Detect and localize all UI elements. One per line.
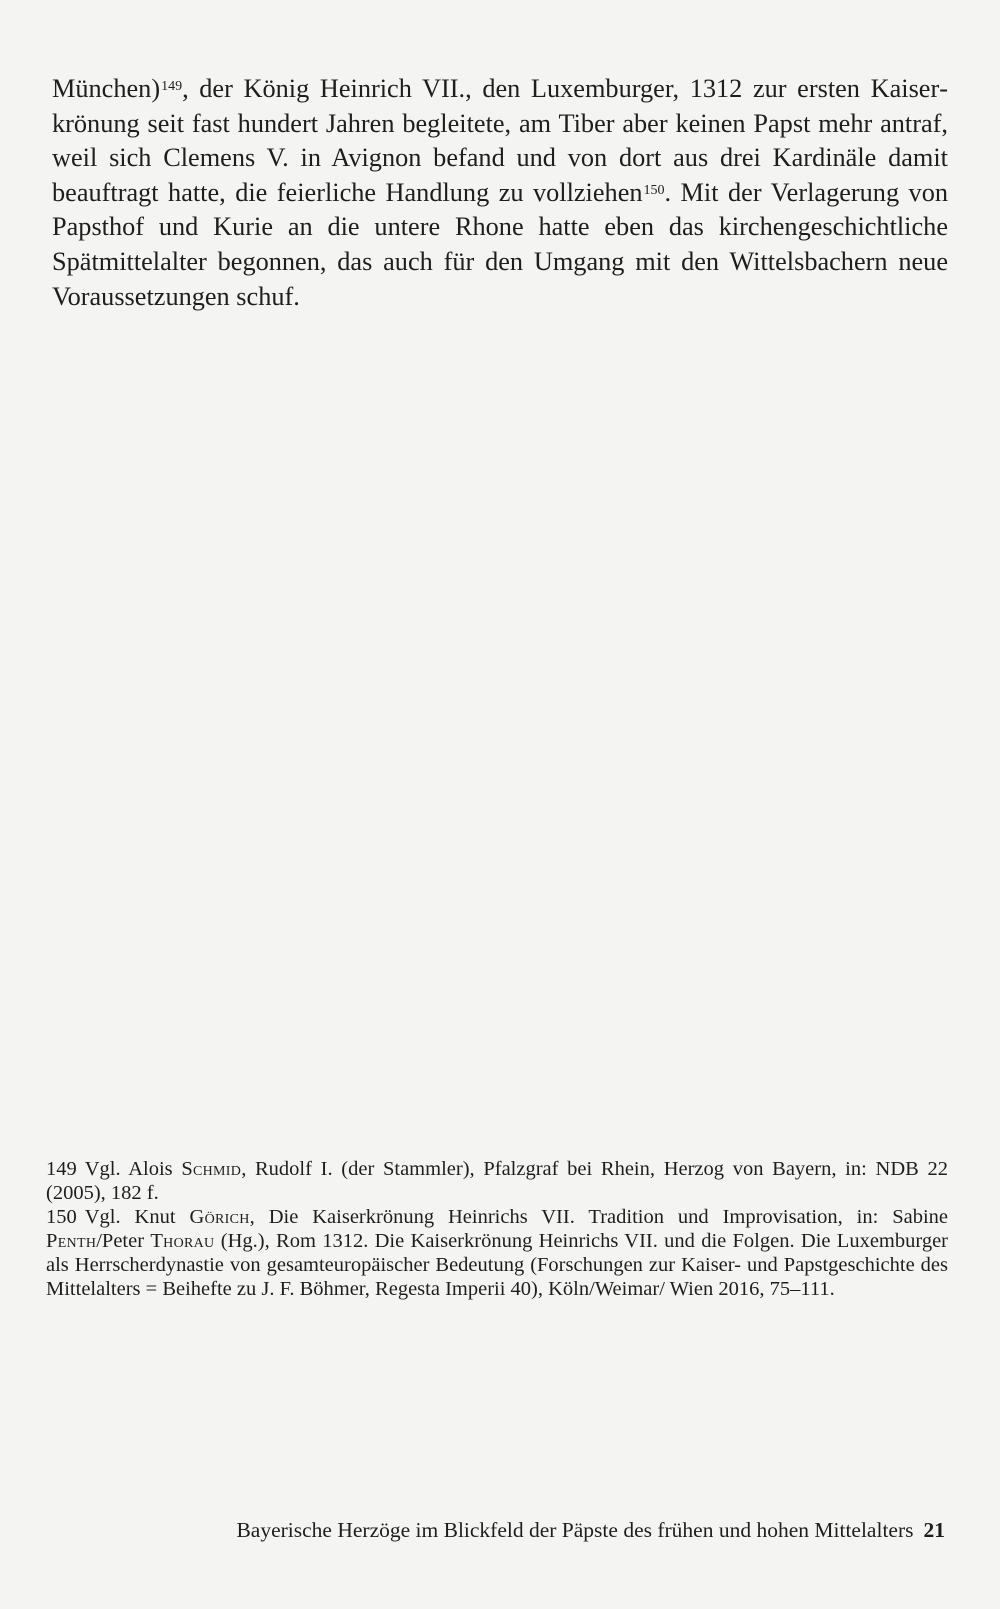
footnote-text: , Rudolf I. (der Stammler), Pfalzgraf bei Rhein, Herzog von Bayern, in: NDB 22 (2005), 182 f. [46,1158,948,1204]
main-text-segment: , der König Heinrich VII., den Luxemburger, 1312 zur ersten Kaiserkrönung seit fast hundert Jahren begleitete, am Tiber aber keinen Papst mehr antraf, weil sich Clemens V. in Avignon befand und von dort aus drei Kardinäle damit beauftragt hatte, die feierliche Handlung zu vollziehen [52,74,948,207]
author-name: Schmid [181,1158,242,1180]
footnote-text: /Peter [96,1230,151,1253]
footnote-text: Vgl. Knut [84,1206,190,1229]
main-paragraph [52,72,948,314]
running-footer [200,1517,945,1543]
footnote-number: 150 [46,1206,77,1229]
footnote-149 [46,1158,948,1205]
footnote-text: Vgl. Alois [84,1158,182,1180]
footnote-reference[interactable]: 150 [643,182,665,198]
running-title: Bayerische Herzöge im Blickfeld der Päpste des frühen und hohen Mittelalters [236,1518,914,1542]
footnote-text: (Hg.), Rom 1312. Die Kaiserkrönung Heinrichs VII. und die Folgen. Die Luxemburger als Herrscherdynastie von gesamteuropäischer Bedeutung (Forschungen zur Kaiser- und Papstgeschichte des Mittelalters = Beihefte zu J. F. Böhmer, Regesta Imperii 40), Köln/Weimar/ Wien 2016, 75–111. [46,1230,948,1300]
author-name: Görich [189,1206,250,1229]
footnote-text: , Die Kaiserkrönung Heinrichs VII. Tradition und Improvisation, in: Sabine [249,1206,948,1229]
editor-name: Penth [46,1230,97,1253]
editor-name: Thorau [150,1230,215,1253]
footnote-150 [46,1206,948,1301]
footnote-reference[interactable]: 149 [161,79,183,94]
page-number: 21 [923,1518,945,1542]
main-text-segment: München) [52,74,161,103]
footnotes-section [46,1158,948,1302]
footnote-number: 149 [46,1158,77,1180]
main-text-segment: . Mit der Verlagerung von Papsthof und Kurie an die untere Rhone hatte eben das kirchengeschichtliche Spätmittelalter begonnen, das auch für den Umgang mit den Wittelsbachern neue Voraussetzungen schuf. [52,177,948,311]
